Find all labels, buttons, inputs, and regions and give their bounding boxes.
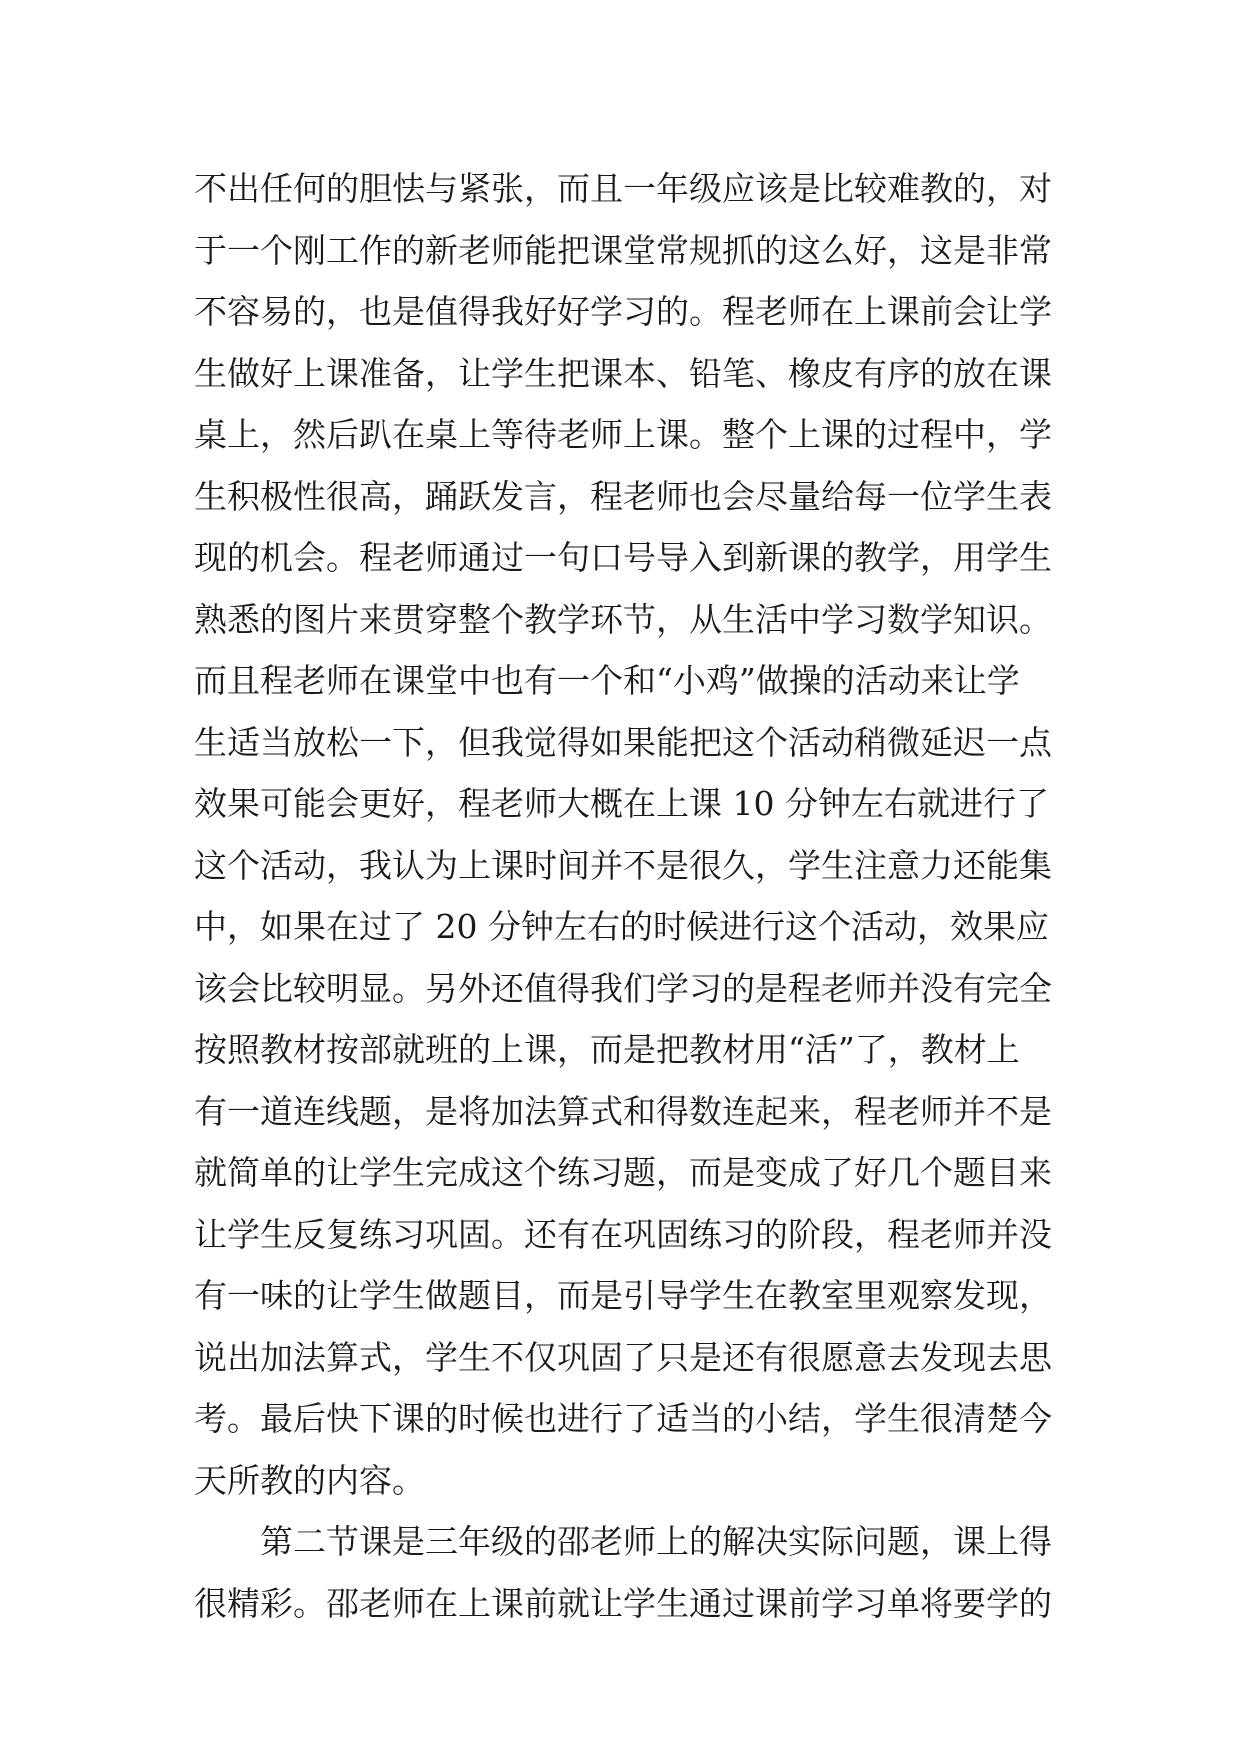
text-line: 有一味的让学生做题目，而是引导学生在教室里观察发现， bbox=[194, 1276, 1052, 1315]
text-line: 不出任何的胆怯与紧张，而且一年级应该是比较难教的，对 bbox=[194, 169, 1052, 208]
text-line: 生做好上课准备，让学生把课本、铅笔、橡皮有序的放在课 bbox=[194, 353, 1052, 393]
text-line: 不容易的，也是值得我好好学习的。程老师在上课前会让学 bbox=[194, 292, 1052, 331]
text-line: 这个活动，我认为上课时间并不是很久，学生注意力还能集 bbox=[194, 845, 1052, 885]
text-line: 生适当放松一下，但我觉得如果能把这个活动稍微延迟一点 bbox=[194, 722, 1052, 762]
text-line: 现的机会。程老师通过一句口号导入到新课的教学，用学生 bbox=[194, 538, 1052, 577]
text-line: 于一个刚工作的新老师能把课堂常规抓的这么好，这是非常 bbox=[194, 230, 1052, 270]
body-text bbox=[194, 158, 1054, 1634]
text-line: 熟悉的图片来贯穿整个教学环节，从生活中学习数学知识。 bbox=[194, 599, 1052, 639]
text-line: 很精彩。邵老师在上课前就让学生通过课前学习单将要学的 bbox=[194, 1583, 1052, 1623]
text-line: 该会比较明显。另外还值得我们学习的是程老师并没有完全 bbox=[194, 968, 1052, 1008]
text-line: 桌上，然后趴在桌上等待老师上课。整个上课的过程中，学 bbox=[194, 415, 1052, 454]
text-line: 生积极性很高，踊跃发言，程老师也会尽量给每一位学生表 bbox=[194, 476, 1052, 516]
text-line: 让学生反复练习巩固。还有在巩固练习的阶段，程老师并没 bbox=[194, 1214, 1052, 1254]
text-line: 而且程老师在课堂中也有一个和“小鸡”做操的活动来让学 bbox=[194, 661, 1020, 700]
text-line: 按照教材按部就班的上课，而是把教材用“活”了，教材上 bbox=[194, 1030, 1020, 1069]
text-line: 就简单的让学生完成这个练习题，而是变成了好几个题目来 bbox=[194, 1153, 1052, 1192]
text-line: 效果可能会更好，程老师大概在上课 10 分钟左右就进行了 bbox=[194, 784, 1049, 823]
text-line: 天所教的内容。 bbox=[194, 1460, 425, 1500]
text-line: 有一道连线题，是将加法算式和得数连起来，程老师并不是 bbox=[194, 1091, 1052, 1131]
text-line: 考。最后快下课的时候也进行了适当的小结，学生很清楚今 bbox=[194, 1399, 1052, 1438]
paragraph-start-line: 第二节课是三年级的邵老师上的解决实际问题，课上得 bbox=[260, 1522, 1052, 1561]
text-line: 说出加法算式，学生不仅巩固了只是还有很愿意去发现去思 bbox=[194, 1337, 1052, 1377]
text-line: 中，如果在过了 20 分钟左右的时候进行这个活动，效果应 bbox=[194, 907, 1049, 946]
